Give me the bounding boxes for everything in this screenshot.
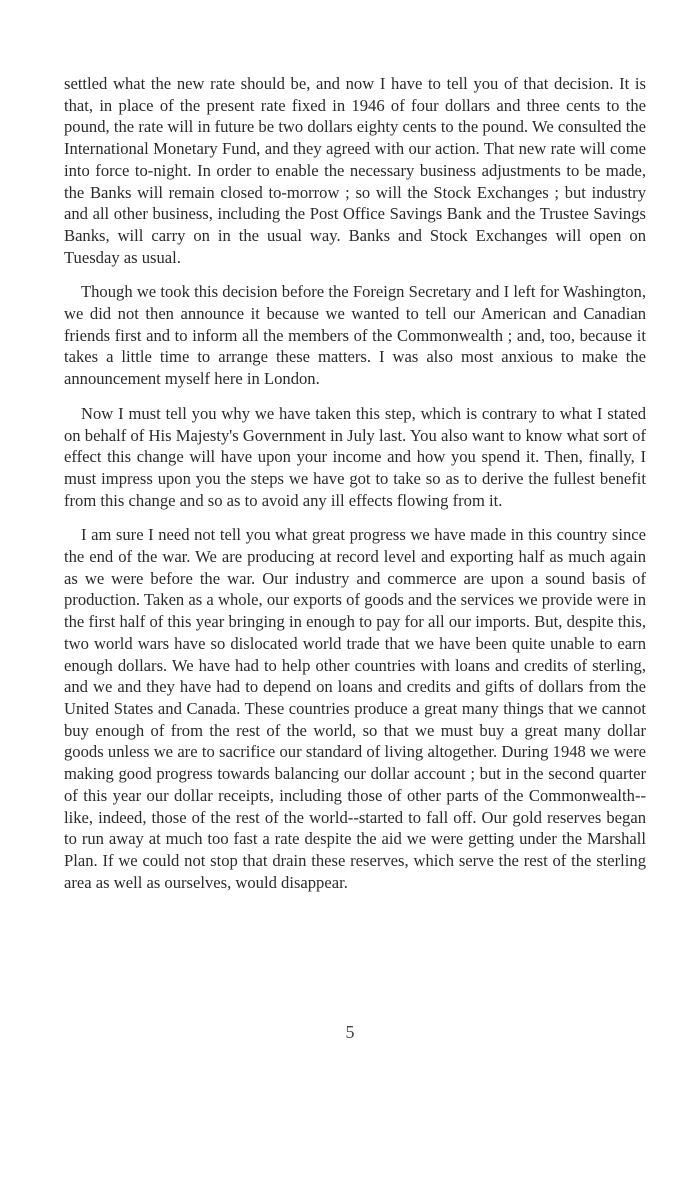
paragraph-3: Now I must tell you why we have taken this step, which is contrary to what I stated on behalf of His Majesty's Government in July last. You also want to know what sort of effect this change will have upon your income and how you spend it. Then, finally, I must impress upon you the steps we have got to take so as to derive the fullest benefit from this change and so as to avoid any ill effects flowing from it. (64, 403, 646, 510)
paragraph-4: I am sure I need not tell you what great progress we have made in this country since the end of the war. We are producing at record level and exporting half as much again as we were before the war. Our industry and commerce are upon a sound basis of production. Taken as a whole, our exports of goods and the services we provide were in the first half of this year bringing in enough to pay for all our imports. But, despite this, two world wars have so dislocated world trade that we have been quite unable to earn enough dollars. We have had to help other countries with loans and credits of sterling, and we and they have had to depend on loans and credits and gifts of dollars from the United States and Canada. These countries produce a great many things that we cannot buy enough of from the rest of the world, so that we must buy a great many dollar goods unless we are to sacrifice our standard of living altogether. During 1948 we were making good progress towards balancing our dollar account ; but in the second quarter of this year our dollar receipts, including those of other parts of the Commonwealth--like, indeed, those of the rest of the world--started to fall off. Our gold reserves began to run away at much too fast a rate despite the aid we were getting under the Marshall Plan. If we could not stop that drain these reserves, which serve the rest of the sterling area as well as ourselves, would disappear. (64, 525, 646, 892)
page-number: 5 (345, 1022, 355, 1042)
paragraph-2: Though we took this decision before the Foreign Secretary and I left for Washington, we did not then announce it because we wanted to tell our American and Canadian friends first and to inform all the members of the Commonwealth ; and, too, because it takes a little time to arrange these matters. I was also most anxious to make the announcement myself here in London. (64, 282, 646, 389)
paragraph-1: settled what the new rate should be, and now I have to tell you of that decision. It is that, in place of the present rate fixed in 1946 of four dollars and three cents to the pound, the rate will in future be two dollars eighty cents to the pound. We consulted the International Monetary Fund, and they agreed with our action. That new rate will come into force to-night. In order to enable the necessary business adjustments to be made, the Banks will remain closed to-morrow ; so will the Stock Exchanges ; but industry and all other business, including the Post Office Savings Bank and the Trustee Savings Banks, will carry on in the usual way. Banks and Stock Exchanges will open on Tuesday as usual. (64, 74, 646, 267)
body-text (64, 73, 646, 906)
